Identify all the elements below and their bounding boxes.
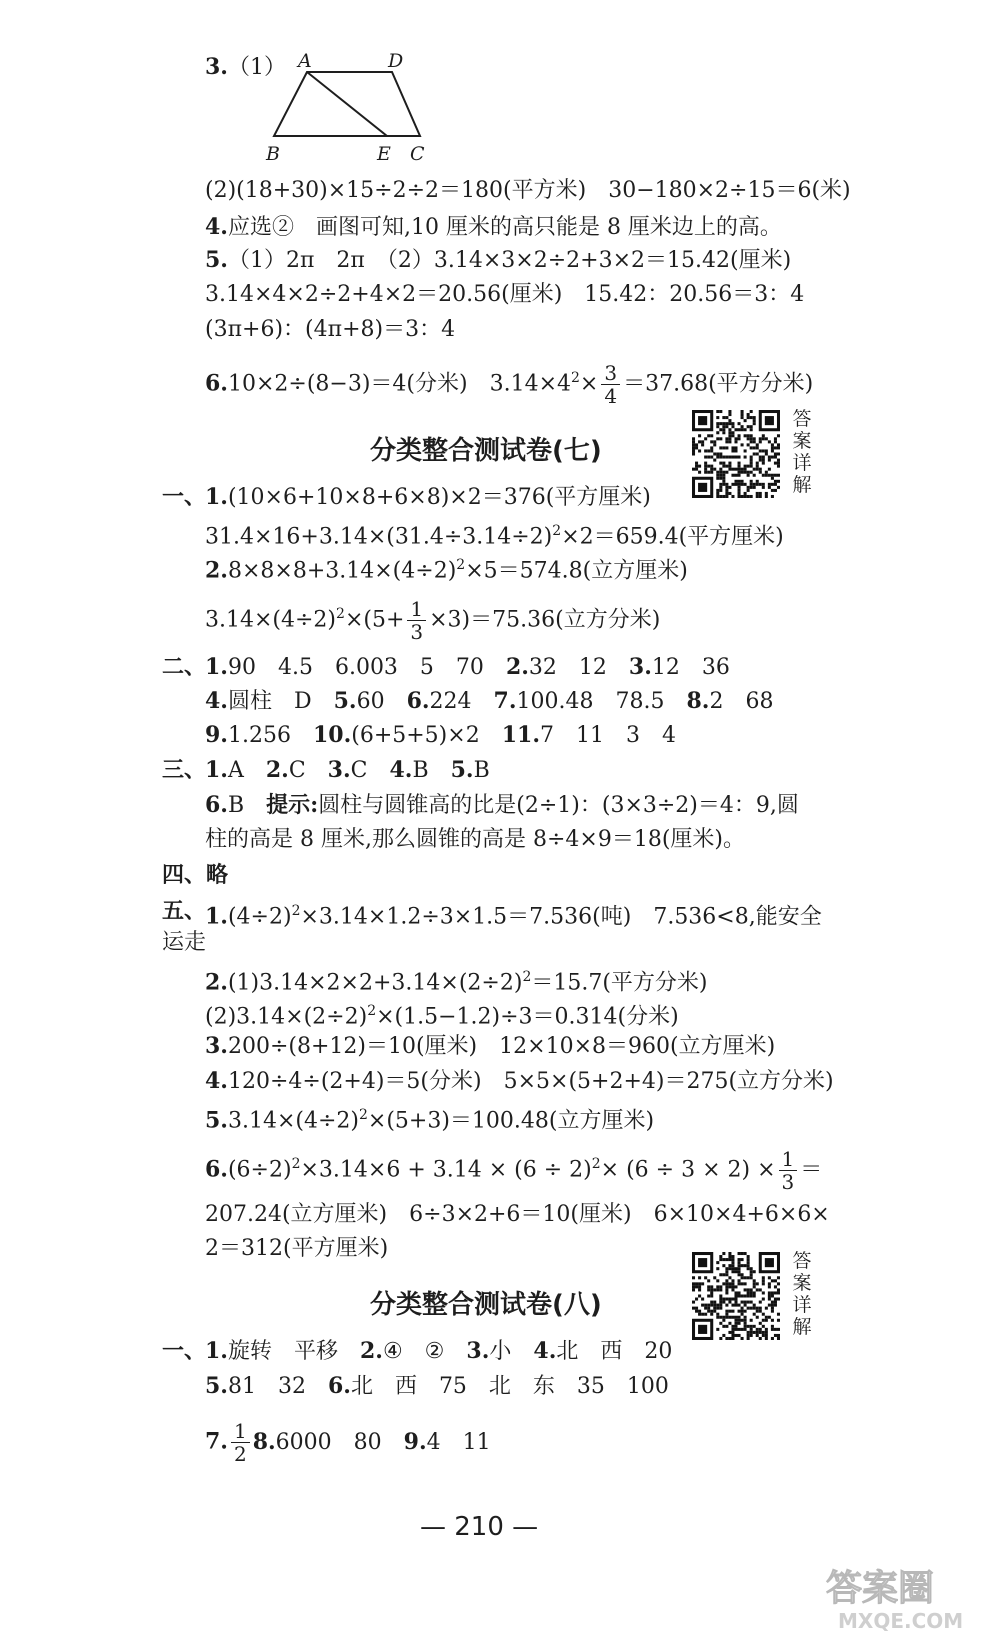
exponent: 2	[291, 903, 301, 919]
vertex-label-d: D	[388, 50, 404, 72]
t7-q1-line1	[205, 482, 651, 513]
q-number: 8.	[252, 1428, 276, 1455]
answer-text: 7 11 3 4	[539, 723, 676, 748]
answer-text: 60	[356, 689, 407, 714]
section-title: 分类整合测试卷(七)	[370, 436, 602, 466]
q-number: 1.	[205, 654, 228, 680]
fraction	[407, 598, 426, 643]
part-label: 二、	[162, 654, 207, 680]
q-text: 31.4×16+3.14×(31.4÷3.14÷2)	[205, 524, 553, 550]
segment-ae	[307, 72, 387, 136]
qr-code-icon	[692, 1252, 780, 1340]
q-part: （1）	[227, 55, 286, 80]
answer-text: 90 4.5 6.003 5 70	[227, 655, 506, 680]
q-text: (10×6+10×8+6×8)×2＝376(平方厘米)	[227, 485, 651, 510]
qr-caption: 答案详解	[792, 1250, 812, 1338]
q-number: 6.	[327, 1373, 351, 1399]
fraction-numerator: 3	[601, 362, 620, 385]
q-number: 2.	[505, 654, 529, 680]
answer-text: 100.48 78.5	[516, 689, 687, 714]
q-number: 2.	[205, 969, 228, 996]
t7-p5-q6-line1	[205, 1148, 822, 1193]
exponent: 2	[571, 370, 580, 387]
t8-line3	[205, 1420, 491, 1465]
q-text: （1）2π 2π （2）3.14×3×2÷2+3×2＝15.42(厘米)	[227, 248, 792, 273]
q4-line	[205, 212, 782, 243]
q-number: 10.	[312, 722, 352, 748]
exponent: 2	[358, 1107, 368, 1123]
q-number: 3.	[327, 757, 351, 783]
answer-text: A	[227, 758, 266, 783]
q6-line	[205, 362, 813, 407]
fraction-denominator: 3	[410, 620, 424, 644]
times: ×	[579, 371, 599, 397]
t7-p3-q6-line2: 柱的高是 8 厘米,那么圆锥的高是 8÷4×9＝18(厘米)。	[205, 827, 745, 852]
t7-p5-q5	[205, 1100, 654, 1136]
q-number: 1.	[205, 1338, 228, 1364]
q-text: 3.14×(4÷2)	[227, 1108, 359, 1134]
qr-code-icon	[692, 410, 780, 498]
vertex-label-c: C	[410, 143, 425, 165]
q-text: ×3)＝75.36(立方分米)	[429, 607, 661, 633]
q-number: 2.	[359, 1338, 383, 1364]
answer-text: 小	[489, 1339, 534, 1364]
q-number: 6.	[205, 792, 228, 818]
exponent: 2	[552, 523, 562, 539]
answer-text: B	[473, 758, 490, 783]
trapezoid-figure	[262, 50, 442, 168]
fraction-denominator: 4	[604, 384, 618, 408]
q-number: 5.	[205, 1107, 228, 1134]
q-text: (2)3.14×(2÷2)	[205, 1004, 368, 1030]
q-text: ×(5+3)＝100.48(立方厘米)	[367, 1108, 655, 1134]
t7-p5-q6-line2: 207.24(立方厘米) 6÷3×2+6＝10(厘米) 6×10×4+6×6×	[205, 1202, 830, 1227]
fraction	[601, 362, 620, 407]
q3-part2: (2)(18+30)×15÷2÷2＝180(平方米) 30−180×2÷15＝6(米)	[205, 178, 851, 203]
answer-text: 32 12	[528, 655, 629, 680]
exponent: 2	[336, 606, 345, 623]
q-number: 4.	[389, 757, 413, 783]
q-text: 应选② 画图可知,10 厘米的高只能是 8 厘米边上的高。	[227, 215, 782, 240]
answer-text: (6+5+5)×2	[351, 723, 502, 748]
q-number: 5.	[450, 757, 474, 783]
t7-p2-line2	[205, 686, 773, 717]
t7-p5-q3	[205, 1031, 775, 1062]
t7-p2-line1	[205, 652, 730, 683]
answer-text: 12 36	[651, 655, 730, 680]
fraction-numerator: 1	[779, 1148, 798, 1171]
answer-text: 81 32	[227, 1374, 328, 1399]
part-label: 三、	[162, 757, 207, 783]
q-number: 7.	[205, 1428, 228, 1455]
answer-text: B	[412, 758, 451, 783]
part-label: 四、略	[162, 862, 229, 888]
answer-text: 4 11	[426, 1429, 491, 1455]
q-number: 4.	[205, 214, 228, 240]
q-text: 圆柱与圆锥高的比是(2÷1)：(3×3÷2)＝4：9,圆	[318, 793, 799, 818]
q-text: (6÷2)	[227, 1157, 292, 1183]
t8-line2	[205, 1371, 669, 1402]
q-number: 3.	[205, 54, 228, 80]
q-text: ＝37.68(平方分米)	[623, 371, 814, 397]
answer-text: 北 西 20	[556, 1339, 673, 1364]
t7-p3-q6-line1	[205, 790, 799, 821]
q-text: 10×2÷(8−3)＝4(分米) 3.14×4	[227, 371, 571, 397]
answer-text: C	[288, 758, 328, 783]
exponent: 2	[591, 1156, 601, 1173]
q-text: 8×8×8+3.14×(4÷2)	[227, 558, 457, 584]
q-number: 4.	[533, 1338, 557, 1364]
q-number: 9.	[205, 722, 228, 748]
answer-text: C	[350, 758, 390, 783]
q-number: 4.	[205, 1068, 228, 1094]
q-number: 3.	[205, 1033, 228, 1059]
q-number: 5.	[205, 1373, 228, 1399]
q-text: ×(5+	[344, 607, 405, 633]
q-number: 1.	[205, 484, 228, 510]
t7-q2-line1	[205, 550, 688, 586]
q-text: 200÷(8+12)＝10(厘米) 12×10×8＝960(立方厘米)	[227, 1034, 776, 1059]
t7-q2-line2	[205, 598, 660, 643]
page-number: — 210 —	[420, 1512, 539, 1542]
t7-p5-q2-line1	[205, 962, 708, 998]
t8-line1	[205, 1336, 672, 1367]
q-number: 6.	[406, 688, 430, 714]
hint-label: 提示:	[266, 792, 319, 818]
vertex-label-e: E	[377, 143, 391, 165]
q-number: 1.	[205, 903, 228, 930]
q-text: ＝15.7(平方分米)	[531, 970, 708, 996]
q-number: 8.	[686, 688, 710, 714]
q-text: (4÷2)	[227, 904, 292, 930]
t7-p5-q1-line1	[205, 896, 822, 932]
q-number: 4.	[205, 688, 228, 714]
fraction-numerator: 1	[231, 1420, 250, 1443]
t7-p3-line1	[205, 755, 490, 786]
q5-line1	[205, 245, 791, 276]
answer-text: 圆柱 D	[227, 689, 334, 714]
fraction	[231, 1420, 250, 1465]
q-text: ×3.14×6 + 3.14 × (6 ÷ 2)	[300, 1157, 592, 1183]
q-number: 5.	[333, 688, 357, 714]
t7-p2-line3	[205, 720, 676, 751]
t7-q1-line2	[205, 516, 784, 552]
qr-caption: 答案详解	[792, 408, 812, 496]
exponent: 2	[367, 1003, 377, 1019]
section-title: 分类整合测试卷(八)	[370, 1290, 602, 1320]
t7-p5-q1-line2: 运走	[162, 930, 207, 955]
q-number: 3.	[466, 1338, 490, 1364]
fraction	[779, 1148, 798, 1193]
fraction-denominator: 2	[233, 1442, 247, 1466]
q-text: ×3.14×1.2÷3×1.5＝7.536(吨) 7.536<8,能安全	[300, 904, 822, 930]
answer-text: ④ ②	[382, 1339, 467, 1364]
t7-p5-q2-line2	[205, 996, 679, 1032]
q-number: 6.	[205, 370, 228, 397]
answer-text: 1.256	[227, 723, 313, 748]
q-number: 2.	[265, 757, 289, 783]
vertex-label-b: B	[266, 143, 280, 165]
q-number: 5.	[205, 247, 228, 273]
q-text: ×(1.5−1.2)÷3＝0.314(分米)	[376, 1004, 679, 1030]
t8-line3-rest	[253, 1430, 491, 1455]
q5-line2: 3.14×4×2÷2+4×2＝20.56(厘米) 15.42：20.56＝3：4	[205, 282, 805, 307]
q-number: 9.	[403, 1428, 427, 1455]
vertex-label-a: A	[298, 50, 312, 72]
q-number: 6.	[205, 1156, 228, 1183]
q-number: 1.	[205, 757, 228, 783]
answer-text: 旋转 平移	[227, 1339, 360, 1364]
q-number: 7.	[493, 688, 517, 714]
t7-p5-q4	[205, 1066, 834, 1097]
exponent: 2	[522, 969, 532, 985]
answer-text: 224	[429, 689, 494, 714]
fraction-numerator: 1	[407, 598, 426, 621]
watermark-line2: MXQE.COM	[838, 1609, 964, 1633]
exponent: 2	[456, 557, 466, 573]
answer-text: 6000 80	[275, 1429, 404, 1455]
q-text: 120÷4÷(2+4)＝5(分米) 5×5×(5+2+4)＝275(立方分米)	[227, 1069, 834, 1094]
q5-line3: (3π+6)：(4π+8)＝3：4	[205, 317, 456, 342]
watermark-line1: 答案圈	[826, 1568, 935, 1609]
fraction-denominator: 3	[781, 1170, 795, 1194]
q-number: 11.	[501, 722, 540, 748]
q-text: 3.14×(4÷2)	[205, 607, 337, 633]
q-text: ×5＝574.8(立方厘米)	[465, 558, 688, 584]
q-text: ＝	[800, 1157, 823, 1183]
q-text: ×2＝659.4(平方厘米)	[561, 524, 784, 550]
q-text: × (6 ÷ 3 × 2) ×	[600, 1157, 776, 1183]
q-number: 3.	[628, 654, 652, 680]
answer-text: 北 西 75 北 东 35 100	[350, 1374, 669, 1399]
t7-p5-q6-line3: 2＝312(平方厘米)	[205, 1236, 389, 1261]
part-label: 五、	[162, 898, 207, 924]
part-label: 一、	[162, 484, 207, 510]
part-label: 一、	[162, 1338, 207, 1364]
exponent: 2	[291, 1156, 301, 1173]
answer-text: 2 68	[709, 689, 774, 714]
q-text: B	[227, 793, 267, 818]
q-text: (1)3.14×2×2+3.14×(2÷2)	[227, 970, 523, 996]
site-watermark	[816, 1560, 996, 1634]
q-number: 2.	[205, 557, 228, 584]
